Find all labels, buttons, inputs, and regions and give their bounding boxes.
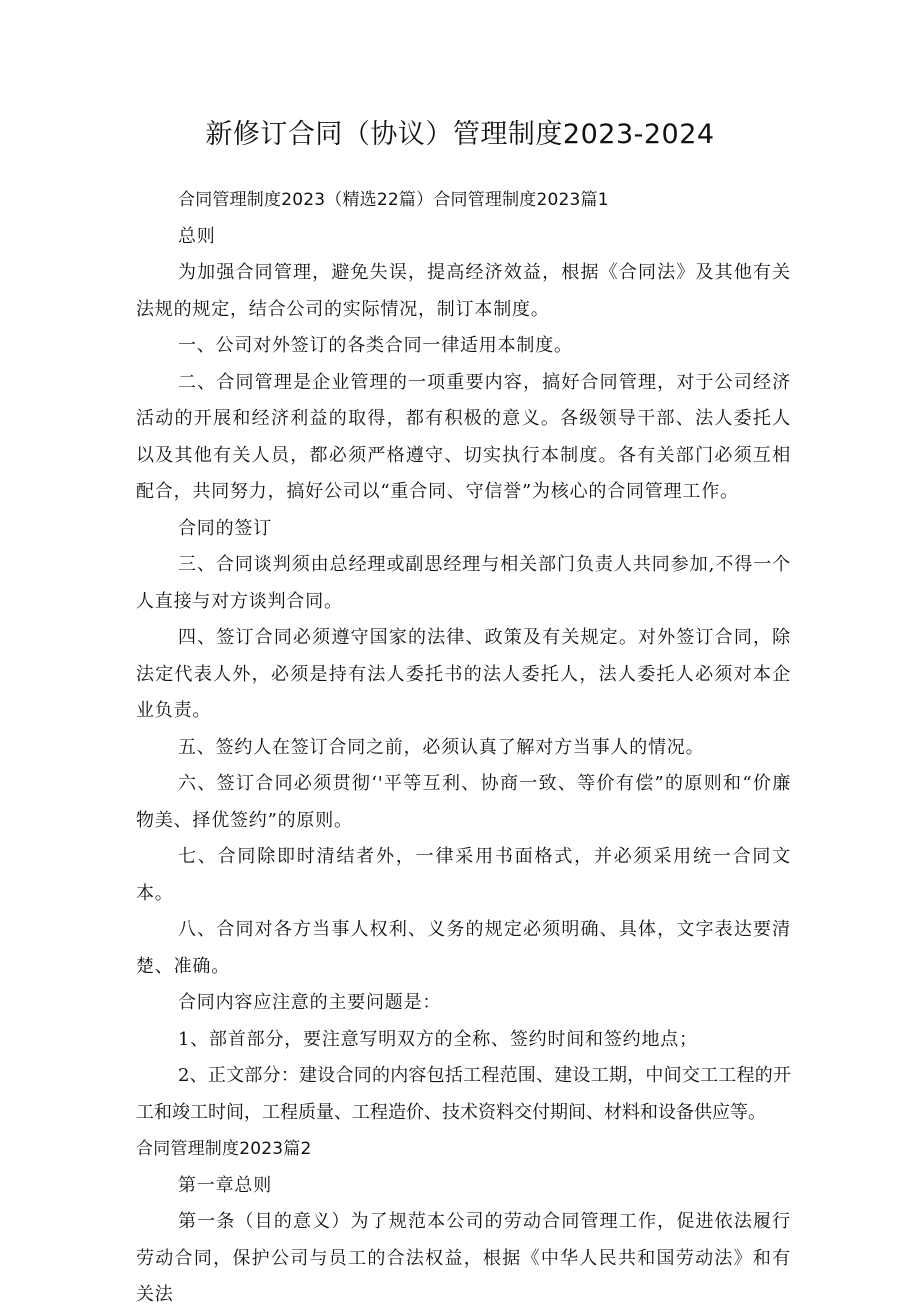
paragraph-notes-intro: 合同内容应注意的主要问题是： [178, 992, 442, 1013]
paragraph-article-8: 八、合同对各方当事人权利、义务的规定必须明确、具体，文字表达要清楚、准确。 [136, 919, 791, 977]
section-heading-signing: 合同的签订 [178, 517, 272, 539]
paragraph-notes-item-2: 2、正文部分：建设合同的内容包括工程范围、建设工期，中间交工工程的开工和竣工时间，工程质量、工程造价、技术资料交付期间、材料和设备供应等。 [136, 1065, 791, 1123]
document-body [136, 182, 791, 1314]
paragraph-article-4: 四、签订合同必须遵守国家的法律、政策及有关规定。对外签订合同，除法定代表人外，必须是持有法人委托书的法人委托人，法人委托人必须对本企业负责。 [136, 627, 791, 721]
paragraph-purpose: 为加强合同管理，避免失误，提高经济效益，根据《合同法》及其他有关法规的规定，结合公司的实际情况，制订本制度。 [136, 262, 791, 320]
paragraph-article-1: 一、公司对外签订的各类合同一律适用本制度。 [178, 335, 573, 356]
paragraph-notes-item-1: 1、部首部分，要注意写明双方的全称、签约时间和签约地点； [178, 1028, 698, 1050]
paragraph-article-6: 六、签订合同必须贯彻‘'平等互利、协商一致、等价有偿”的原则和“价廉物美、择优签约”的原则。 [136, 773, 791, 831]
document-title: 新修订合同（协议）管理制度2023-2024 [205, 119, 715, 150]
paragraph-article-7: 七、合同除即时清结者外，一律采用书面格式，并必须采用统一合同文本。 [136, 846, 791, 904]
paragraph-article-5: 五、签约人在签订合同之前，必须认真了解对方当事人的情况。 [178, 736, 705, 758]
paragraph-article-2: 二、合同管理是企业管理的一项重要内容，搞好合同管理，对于公司经济活动的开展和经济利益的取得，都有积极的意义。各级领导干部、法人委托人以及其他有关人员，都必须严格遵守、切实执行本制度。各有关部门必须互相配合，共同努力，搞好公司以“重合同、守信誉”为核心的合同管理工作。 [136, 371, 791, 502]
paragraph-article-3: 三、合同谈判须由总经理或副思经理与相关部门负责人共同参加,不得一个人直接与对方谈判合同。 [136, 554, 791, 612]
section-heading-part-2: 合同管理制度2023篇2 [136, 1139, 312, 1159]
paragraph-chapter-article-1: 第一条（目的意义）为了规范本公司的劳动合同管理工作，促进依法履行劳动合同，保护公司与员工的合法权益，根据《中华人民共和国劳动法》和有关法 [136, 1211, 791, 1305]
intro-heading: 合同管理制度2023（精选22篇）合同管理制度2023篇1 [178, 190, 609, 210]
chapter-heading-general: 第一章总则 [178, 1174, 272, 1196]
section-heading-general: 总则 [178, 225, 216, 247]
